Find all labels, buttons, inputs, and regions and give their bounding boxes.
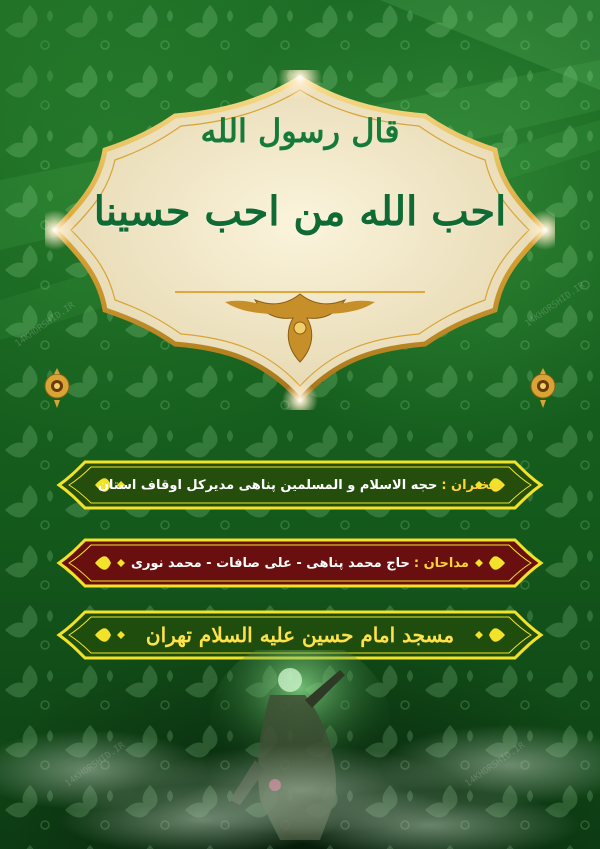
calligraphy-top-title: قال رسول الله (200, 112, 400, 150)
eulogists-label: مداحان : (413, 555, 469, 571)
eulogists-value: حاج محمد پناهی - علی صافات - محمد نوری (131, 555, 410, 571)
eulogists-banner (55, 536, 545, 590)
gold-medallion-icon (40, 366, 74, 410)
smoke-overlay (0, 720, 600, 849)
gold-medallion-icon (526, 366, 560, 410)
eulogists-line (125, 536, 475, 590)
calligraphy-main-title: احب الله من احب حسینا (93, 188, 507, 235)
speakers-value: حجه الاسلام و المسلمین پناهی مدیرکل اوقاف استان (97, 477, 438, 493)
speakers-label: سخنران : (441, 477, 503, 493)
watermark-text: 14KHORSHID.IR (523, 280, 587, 330)
speakers-banner (55, 458, 545, 512)
calligraphy-frame (45, 70, 555, 410)
watermark-text: 14KHORSHID.IR (13, 300, 77, 350)
speakers-line (97, 458, 503, 512)
venue-text: مسجد امام حسین علیه السلام تهران (145, 623, 455, 647)
